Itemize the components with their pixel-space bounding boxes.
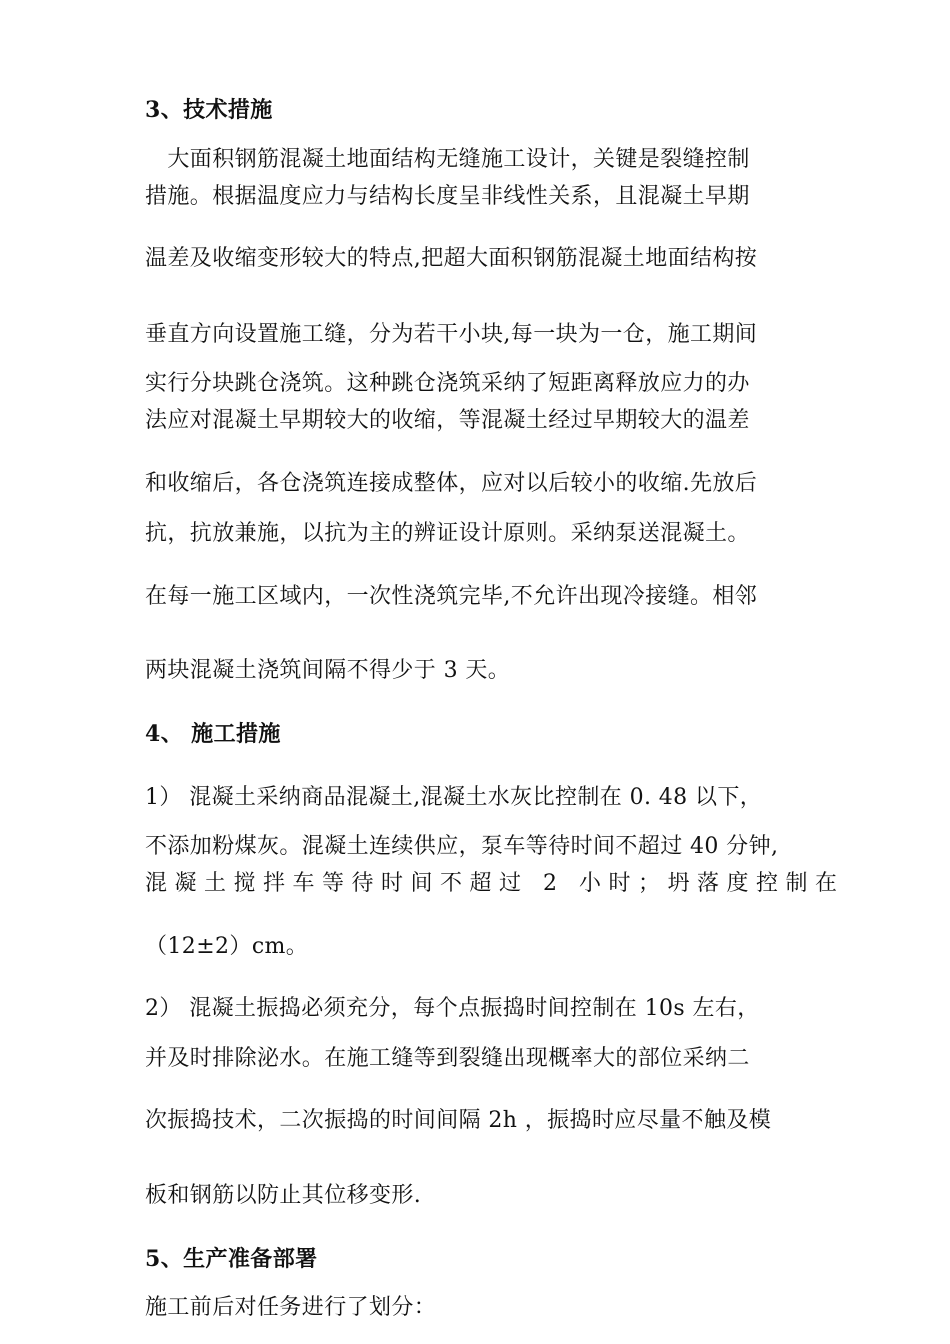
paragraph-line: 实行分块跳仓浇筑。这种跳仓浇筑采纳了短距离释放应力的办 bbox=[145, 371, 750, 396]
paragraph-line: 大面积钢筋混凝土地面结构无缝施工设计，关键是裂缝控制 bbox=[145, 147, 750, 172]
section-4-heading: 4、 施工措施 bbox=[145, 721, 281, 747]
section-5-heading: 5、生产准备部署 bbox=[145, 1246, 318, 1272]
list-item-line: 板和钢筋以防止其位移变形. bbox=[145, 1183, 422, 1208]
list-item-line: 2） 混凝土振捣必须充分，每个点振捣时间控制在 10s 左右， bbox=[145, 996, 760, 1021]
paragraph-line: 和收缩后，各仓浇筑连接成整体，应对以后较小的收缩.先放后 bbox=[145, 471, 758, 496]
list-item-line: 次振捣技术，二次振捣的时间间隔 2h ，振捣时应尽量不触及模 bbox=[145, 1108, 772, 1133]
paragraph-line: 温差及收缩变形较大的特点,把超大面积钢筋混凝土地面结构按 bbox=[145, 246, 758, 271]
paragraph-line: 两块混凝土浇筑间隔不得少于 3 天。 bbox=[145, 658, 511, 683]
list-item-line: 混凝土搅拌车等待时间不超过 2 小时；坍落度控制在 bbox=[145, 871, 845, 896]
paragraph-line: 施工前后对任务进行了划分： bbox=[145, 1295, 437, 1320]
paragraph-line: 在每一施工区域内，一次性浇筑完毕,不允许出现冷接缝。相邻 bbox=[145, 584, 758, 609]
section-3-heading: 3、技术措施 bbox=[145, 97, 273, 123]
list-item-line: 并及时排除泌水。在施工缝等到裂缝出现概率大的部位采纳二 bbox=[145, 1046, 750, 1071]
list-item-line: （12±2）cm。 bbox=[145, 934, 309, 959]
list-item-line: 1） 混凝土采纳商品混凝土,混凝土水灰比控制在 0. 48 以下， bbox=[145, 785, 763, 810]
list-item-line: 不添加粉煤灰。混凝土连续供应，泵车等待时间不超过 40 分钟, bbox=[145, 834, 779, 859]
paragraph-line: 法应对混凝土早期较大的收缩，等混凝土经过早期较大的温差 bbox=[145, 408, 750, 433]
paragraph-line: 措施。根据温度应力与结构长度呈非线性关系，且混凝土早期 bbox=[145, 184, 750, 209]
paragraph-line: 抗，抗放兼施，以抗为主的辨证设计原则。采纳泵送混凝土。 bbox=[145, 521, 750, 546]
paragraph-line: 垂直方向设置施工缝，分为若干小块,每一块为一仓，施工期间 bbox=[145, 322, 758, 347]
